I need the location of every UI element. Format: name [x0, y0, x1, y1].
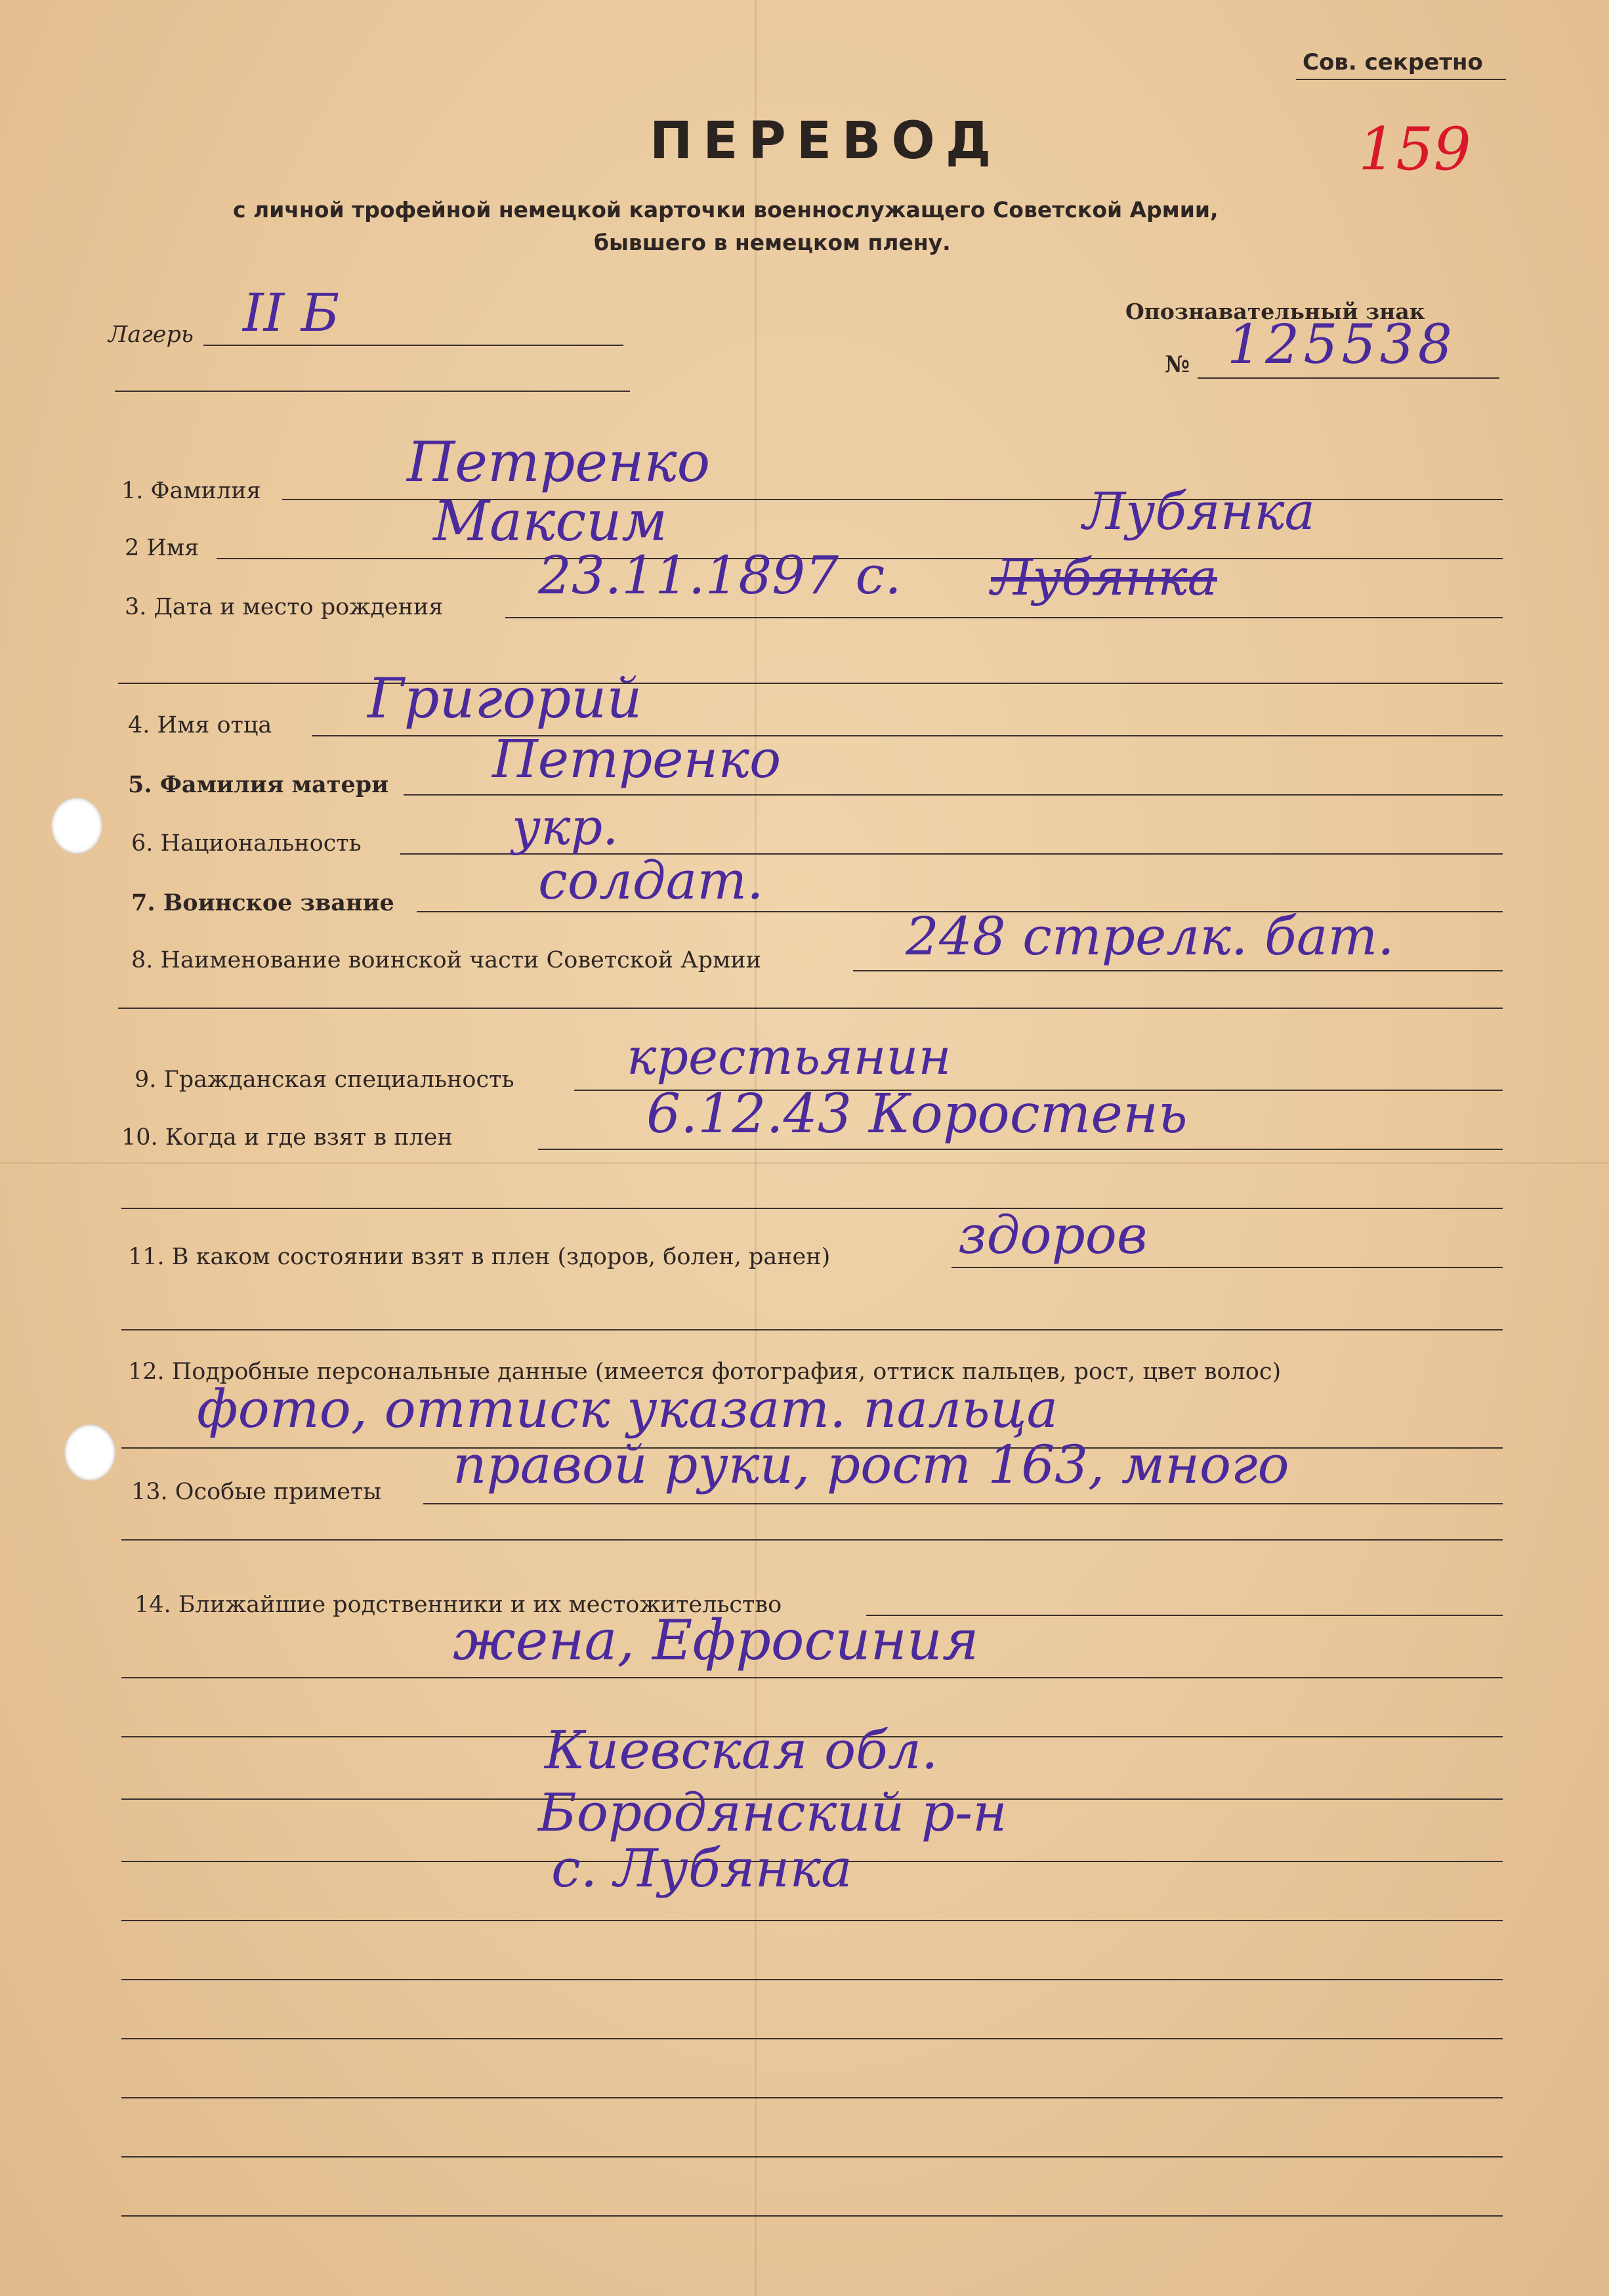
marks-line-2 — [121, 1539, 1503, 1541]
nationality-value: укр. — [512, 797, 619, 856]
camp-line — [203, 345, 623, 346]
surname-value: Петренко — [407, 430, 711, 494]
relatives-value-2: Киевская обл. — [545, 1720, 938, 1781]
id-number-value: 125538 — [1227, 314, 1457, 376]
condition-line — [951, 1267, 1503, 1268]
relatives-label: 14. Ближайшие родственники и их местожительство — [135, 1592, 782, 1618]
birth-value: 23.11.1897 с. — [538, 545, 902, 606]
surname-label: 1. Фамилия — [121, 478, 261, 504]
unit-label: 8. Наименование воинской части Советской Армии — [131, 947, 761, 973]
camp-line-2 — [115, 391, 630, 392]
relatives-line-6 — [121, 1920, 1503, 1921]
marks-label: 13. Особые приметы — [131, 1479, 382, 1505]
captured-label: 10. Когда и где взят в плен — [121, 1124, 453, 1151]
id-number-label: № — [1165, 351, 1190, 378]
unit-line-2 — [118, 1008, 1503, 1009]
birth-struck: Лубянка — [991, 548, 1217, 606]
father-label: 4. Имя отца — [128, 712, 272, 738]
nationality-label: 6. Национальность — [131, 830, 362, 857]
id-number-line — [1198, 377, 1499, 379]
classification-underline — [1296, 79, 1506, 80]
relatives-value-1: жена, Ефросиния — [453, 1608, 979, 1672]
punch-hole-top — [51, 797, 102, 854]
id-tag-label: Опознавательный знак — [1125, 299, 1425, 324]
mother-label: 5. Фамилия матери — [128, 771, 389, 798]
relatives-line-7 — [121, 1979, 1503, 1980]
captured-line-2 — [121, 1208, 1503, 1209]
document-title: ПЕРЕВОД — [650, 112, 1002, 171]
captured-value: 6.12.43 Коростень — [646, 1083, 1188, 1145]
condition-line-2 — [121, 1329, 1503, 1330]
mother-value: Петренко — [492, 729, 782, 790]
paper-fold-vertical — [755, 0, 757, 2296]
unit-line — [853, 970, 1503, 971]
relatives-value-3: Бородянский р-н — [538, 1782, 1007, 1843]
camp-value: II Б — [243, 282, 340, 343]
classification-stamp: Сов. секретно — [1303, 49, 1483, 75]
name-extra: Лубянка — [1083, 482, 1316, 542]
birth-line-2 — [118, 683, 1503, 684]
name-label: 2 Имя — [125, 535, 199, 561]
birth-label: 3. Дата и место рождения — [125, 594, 444, 620]
marks-line — [423, 1503, 1503, 1504]
mother-line — [404, 794, 1503, 796]
condition-value: здоров — [958, 1204, 1148, 1265]
relatives-line-8 — [121, 2038, 1503, 2039]
profession-label: 9. Гражданская специальность — [135, 1067, 514, 1093]
father-value: Григорий — [367, 666, 642, 731]
father-line — [312, 735, 1503, 736]
personal-label: 12. Подробные персональные данные (имеется фотография, оттиск пальцев, рост, цвет волос) — [128, 1359, 1282, 1385]
rank-label: 7. Воинское звание — [131, 889, 394, 916]
subtitle-line-1: с личной трофейной немецкой карточки военнослужащего Советской Армии, — [233, 197, 1219, 223]
marks-value: правой руки, рост 163, много — [453, 1434, 1289, 1495]
rank-value: солдат. — [538, 850, 764, 911]
relatives-line-11 — [121, 2215, 1503, 2217]
condition-label: 11. В каком состоянии взят в плен (здоров, болен, ранен) — [128, 1244, 831, 1270]
personal-value: фото, оттиск указат. пальца — [197, 1378, 1058, 1439]
red-number: 159 — [1358, 115, 1471, 184]
paper-fold-horizontal — [0, 1162, 1609, 1164]
relatives-line-9 — [121, 2097, 1503, 2098]
punch-hole-bottom — [64, 1424, 115, 1481]
profession-value: крестьянин — [627, 1027, 951, 1086]
relatives-value-4: с. Лубянка — [551, 1838, 852, 1899]
name-value: Максим — [433, 489, 668, 553]
unit-value: 248 стрелк. бат. — [906, 906, 1394, 967]
relatives-line-2 — [121, 1677, 1503, 1678]
relatives-line-10 — [121, 2156, 1503, 2158]
camp-label: Лагерь — [108, 322, 194, 348]
captured-line — [538, 1149, 1503, 1150]
subtitle-line-2: бывшего в немецком плену. — [594, 230, 951, 255]
birth-line — [505, 617, 1503, 618]
